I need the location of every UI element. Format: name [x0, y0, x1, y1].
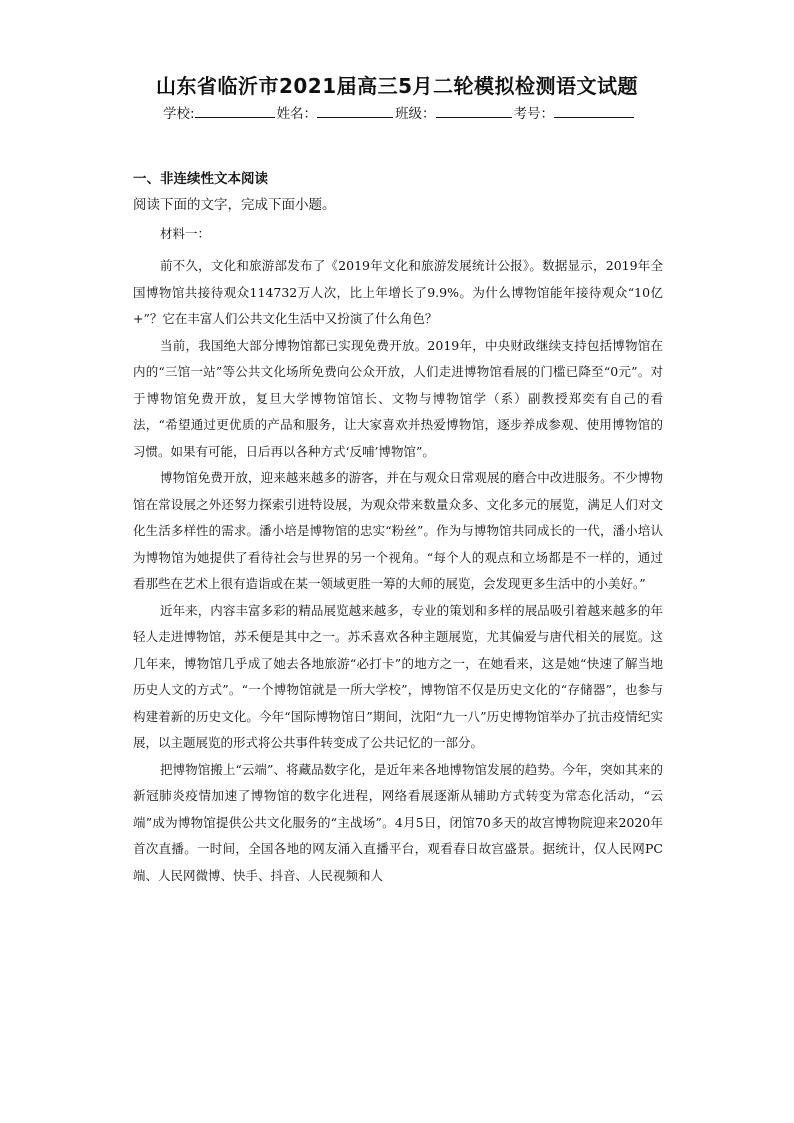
paragraph-5: 把博物馆搬上“云端”、将藏品数字化，是近年来各地博物馆发展的趋势。今年，突如其来的新冠肺炎疫情加速了博物馆的数字化进程，网络看展逐渐从辅助方式转变为常态化活动，“云端”成为博物馆提供公共文化服务的“主战场”。4月5日，闭馆70多天的故宫博物院迎来2020年首次直播。一时间，全国各地的网友涌入直播平台，观看春日故宫盛景。据统计，仅人民网PC端、人民网微博、快手、抖音、人民视频和人	[133, 761, 663, 883]
article-body	[133, 253, 663, 889]
material-label: 材料一：	[160, 226, 211, 241]
exam-number-label: 考号：	[513, 106, 555, 122]
instruction-text: 阅读下面的文字，完成下面小题。	[133, 197, 336, 213]
name-blank[interactable]	[317, 103, 393, 118]
paragraph-2: 当前，我国绝大部分博物馆都已实现免费开放。2019年，中央财政继续支持包括博物馆在内的“三馆一站”等公共文化场所免费向公众开放，人们走进博物馆看展的门槛已降至“0元”。对于博物馆免费开放，复旦大学博物馆馆长、文物与博物馆学（系）副教授郑奕有自己的看法，“希望通过更优质的产品和服务，让大家喜欢并热爱博物馆，逐步养成参观、使用博物馆的习惯。如果有可能，日后再以各种方式‘反哺’博物馆”。	[133, 337, 663, 459]
school-label: 学校:	[163, 106, 195, 122]
section-heading: 一、非连续性文本阅读	[133, 171, 268, 187]
student-info-line	[163, 102, 636, 122]
paragraph-3: 博物馆免费开放，迎来越来越多的游客，并在与观众日常观展的磨合中改进服务。不少博物馆在常设展之外还努力探索引进特设展，为观众带来数量众多、文化多元的展览，满足人们对文化生活多样性的需求。潘小培是博物馆的忠实“粉丝”。作为与博物馆共同成长的一代，潘小培认为博物馆为她提供了看待社会与世界的另一个视角。“每个人的观点和立场都是不一样的，通过看那些在艺术上很有造诣或在某一领域更胜一筹的大师的展览，会发现更多生活中的小美好。”	[133, 470, 663, 591]
class-label: 班级：	[395, 106, 436, 122]
school-blank[interactable]	[195, 103, 275, 118]
paragraph-4: 近年来，内容丰富多彩的精品展览越来越多，专业的策划和多样的展品吸引着越来越多的年轻人走进博物馆，苏禾便是其中之一。苏禾喜欢各种主题展览，尤其偏爱与唐代相关的展览。这几年来，博物馆几乎成了她去各地旅游“必打卡”的地方之一，在她看来，这是她“快速了解当地历史人文的方式”。“一个博物馆就是一所大学校”，博物馆不仅是历史文化的“存储器”，也参与构建着新的历史文化。今年“国际博物馆日”期间，沈阳“九一八”历史博物馆举办了抗击疫情纪实展，以主题展览的形式将公共事件转变成了公共记忆的一部分。	[133, 602, 663, 750]
name-label: 姓名：	[276, 106, 318, 122]
paragraph-1: 前不久，文化和旅游部发布了《2019年文化和旅游发展统计公报》。数据显示，2019年全国博物馆共接待观众114732万人次，比上年增长了9.9%。为什么博物馆能年接待观众“10亿+”？它在丰富人们公共文化生活中又扮演了什么角色？	[133, 258, 663, 326]
class-blank[interactable]	[436, 103, 512, 118]
exam-number-blank[interactable]	[554, 103, 634, 118]
document-title: 山东省临沂市2021届高三5月二轮模拟检测语文试题	[155, 74, 639, 98]
